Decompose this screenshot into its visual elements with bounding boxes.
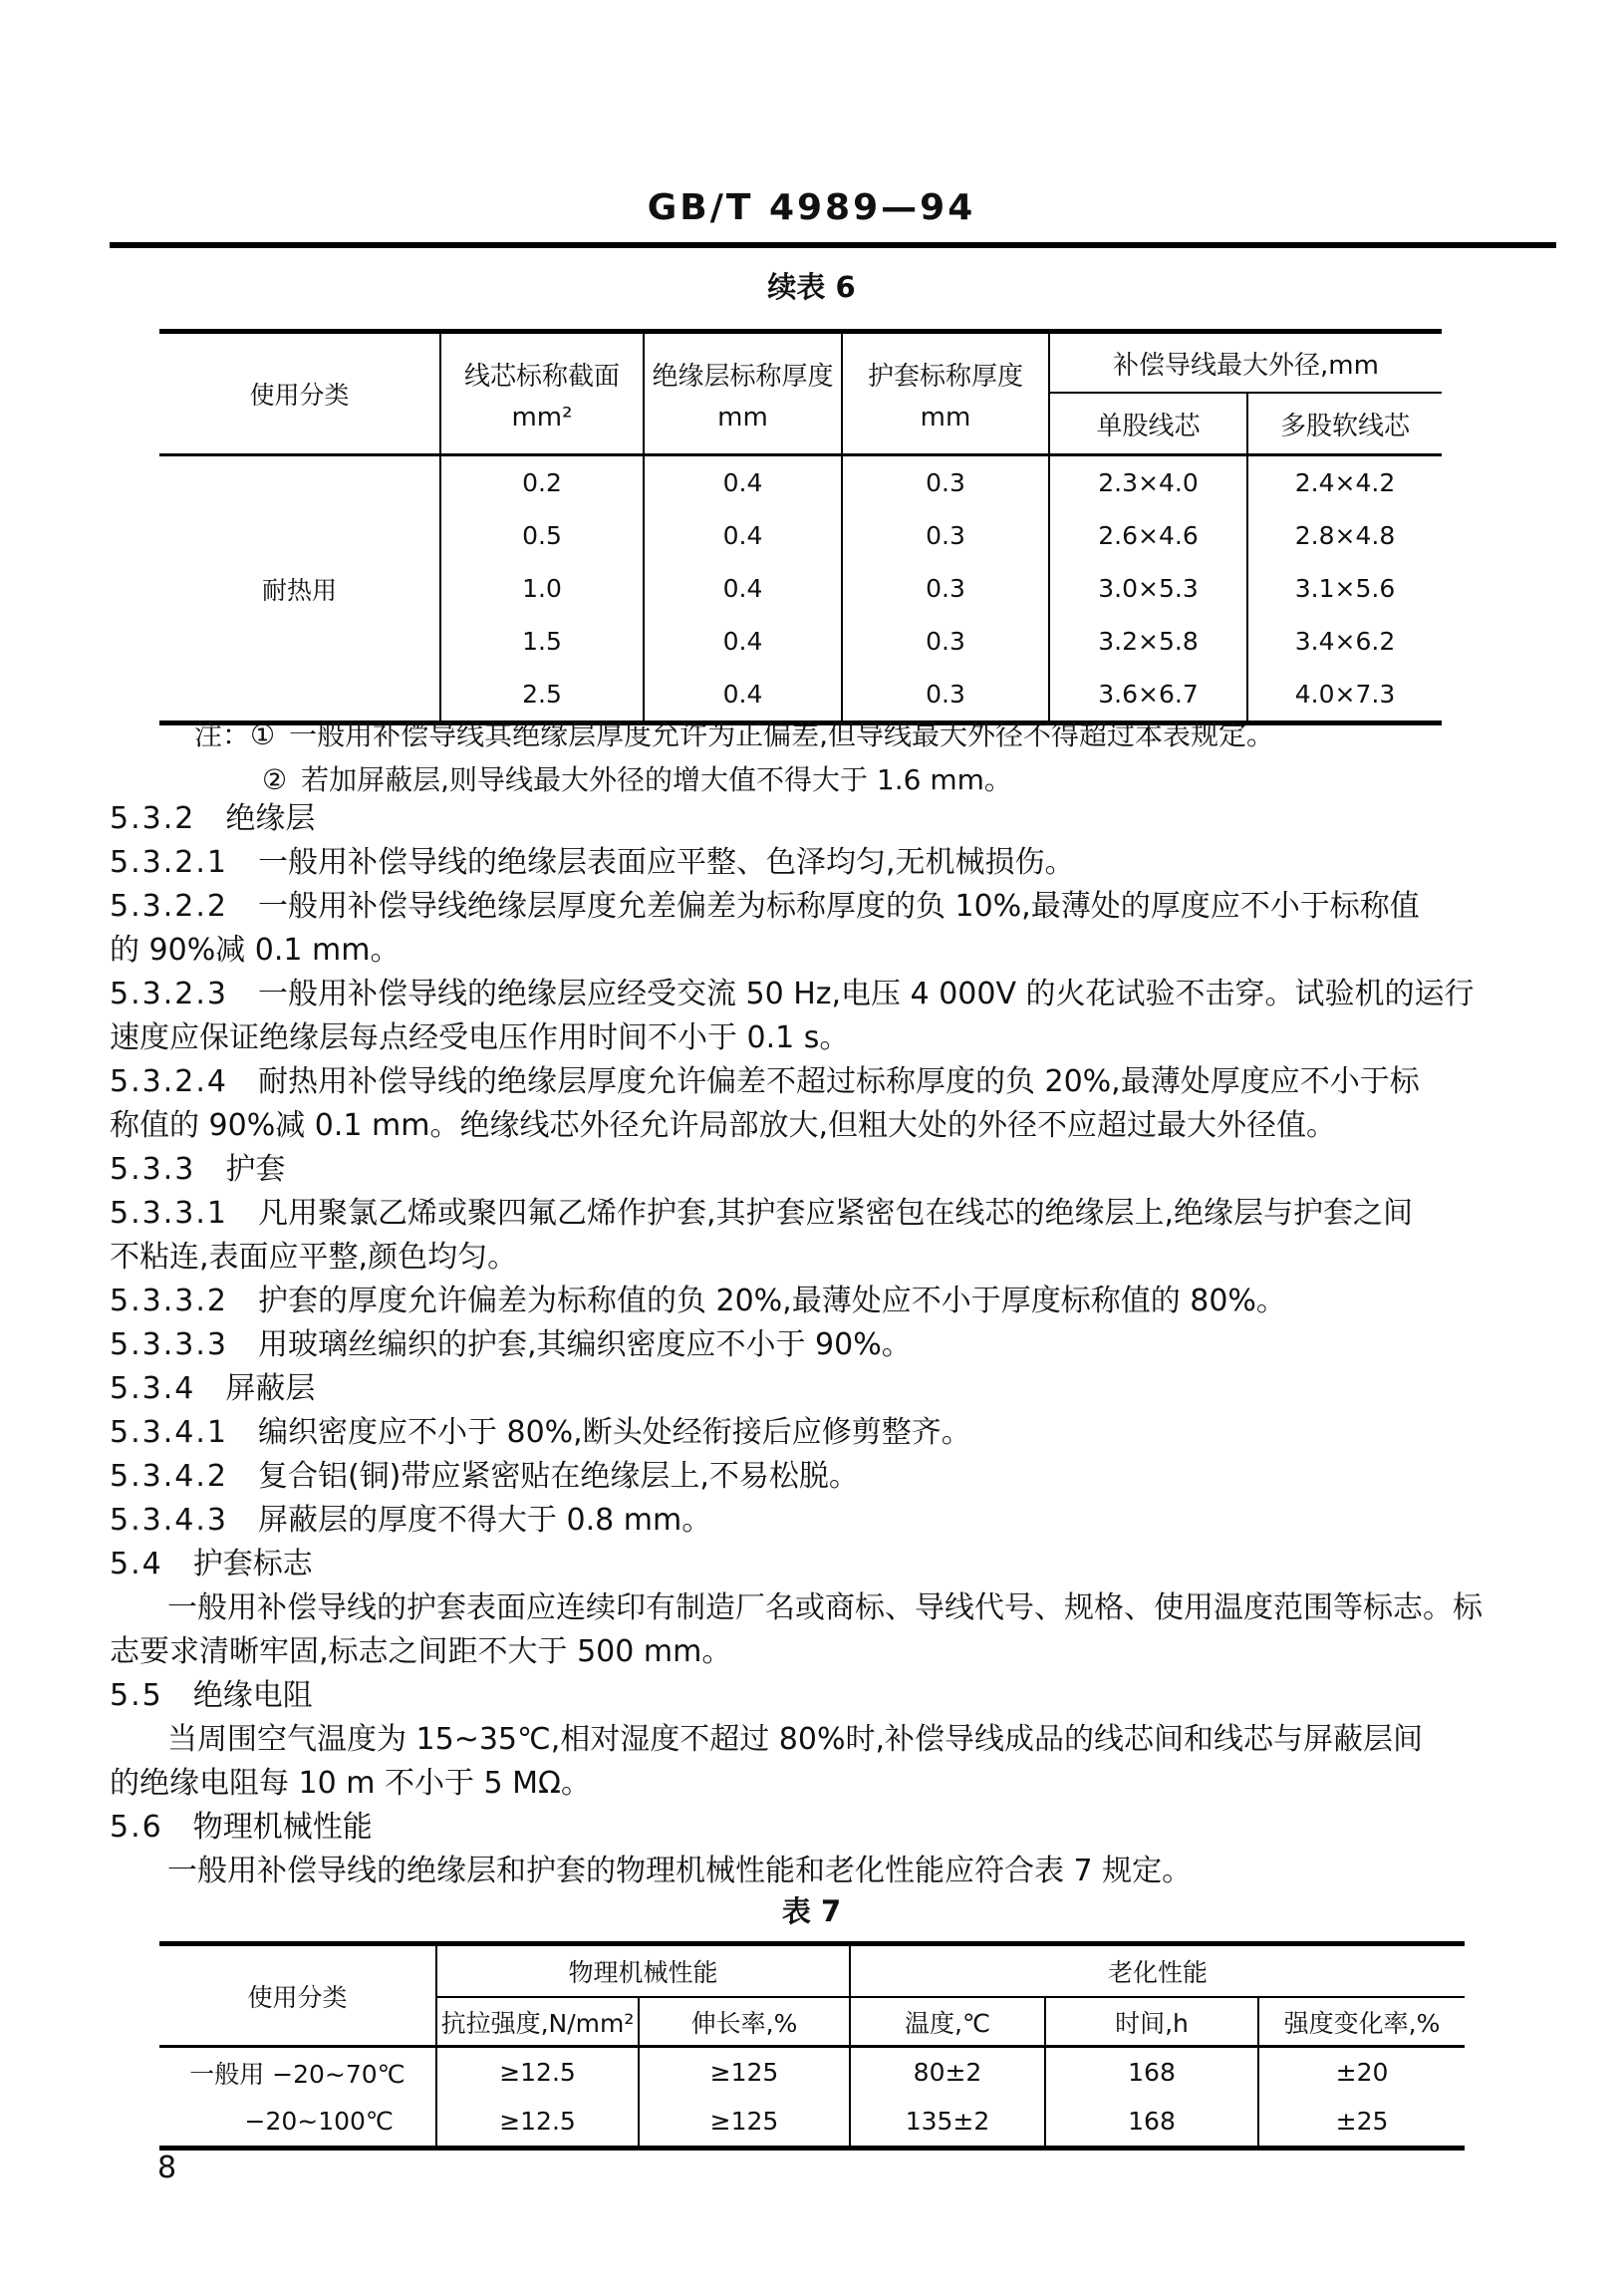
header-rule <box>110 242 1556 248</box>
note-prefix: 注：① <box>194 718 276 751</box>
section-text: 编织密度应不小于 80%,断头处经衔接后应修剪整齐。 <box>257 1415 971 1450</box>
t7-header-time: 时间,h <box>1045 1997 1258 2047</box>
clause-continuation <box>110 929 400 973</box>
t6-cell-section: 2.5 <box>440 668 644 723</box>
section-number: 5.5 <box>110 1678 163 1713</box>
t7-header-tensile: 抗拉强度,N/mm² <box>436 1997 639 2047</box>
table-row <box>159 2047 1465 2098</box>
section-text: 一般用补偿导线的绝缘层应经受交流 50 Hz,电压 4 000V 的火花试验不击穿。试验机的运行 <box>257 977 1475 1011</box>
section-text: 一般用补偿导线的护套表面应连续印有制造厂名或商标、导线代号、规格、使用温度范围等标志。标 <box>167 1590 1483 1625</box>
section-number: 5.3.2.4 <box>110 1064 228 1099</box>
t7-cell-change: ±20 <box>1258 2047 1465 2098</box>
clause-5-3-2-2 <box>110 885 1420 929</box>
table-row <box>159 455 1442 510</box>
t6-cell-section: 0.5 <box>440 509 644 562</box>
t6-cell-insul: 0.4 <box>644 509 842 562</box>
clause-5-3-4-3 <box>110 1499 711 1543</box>
section-text: 的绝缘电阻每 10 m 不小于 5 MΩ。 <box>110 1766 591 1801</box>
section-text: 物理机械性能 <box>192 1810 373 1845</box>
clause-5-5 <box>110 1674 313 1718</box>
note-prefix: ② <box>262 763 288 796</box>
clause-5-6 <box>110 1806 373 1850</box>
note-text: 若加屏蔽层,则导线最大外径的增大值不得大于 1.6 mm。 <box>301 763 1012 796</box>
t6-cell-multi: 3.4×6.2 <box>1247 615 1442 668</box>
t7-cell-tensile: ≥12.5 <box>436 2047 639 2098</box>
t6-cell-single: 3.0×5.3 <box>1049 562 1247 615</box>
section-number: 5.3.2 <box>110 801 196 836</box>
t7-header-group-aging: 老化性能 <box>850 1944 1465 1998</box>
section-text: 当周围空气温度为 15~35℃,相对湿度不超过 80%时,补偿导线成品的线芯间和线芯与屏蔽层间 <box>167 1722 1423 1757</box>
t6-cell-single: 2.6×4.6 <box>1049 509 1247 562</box>
clause-5-3-2-4 <box>110 1060 1420 1104</box>
t6-header-insulation-label: 绝缘层标称厚度 <box>652 361 834 392</box>
t7-cell-elongation: ≥125 <box>639 2097 850 2149</box>
section-text: 护套的厚度允许偏差为标称值的负 20%,最薄处应不小于厚度标称值的 80%。 <box>257 1284 1286 1318</box>
clause-5-3-3-3 <box>110 1323 912 1367</box>
t6-header-core-section-unit: mm² <box>511 402 573 432</box>
clause-5-3-4-1 <box>110 1411 971 1455</box>
section-text: 一般用补偿导线绝缘层厚度允差偏差为标称厚度的负 10%,最薄处的厚度应不小于标称值 <box>257 889 1420 924</box>
t6-header-sheath <box>842 332 1049 455</box>
t6-header-core-section <box>440 332 644 455</box>
standard-code: GB/T 4989—94 <box>647 187 976 228</box>
section-text: 复合铝(铜)带应紧密贴在绝缘层上,不易松脱。 <box>257 1459 859 1494</box>
t6-header-sheath-unit: mm <box>920 402 971 432</box>
section-number: 5.4 <box>110 1547 163 1581</box>
t6-cell-single: 2.3×4.0 <box>1049 455 1247 510</box>
t6-header-single-core: 单股线芯 <box>1049 393 1247 455</box>
note-text: 一般用补偿导线其绝缘层厚度允许为正偏差,但导线最大外径不得超过本表规定。 <box>289 718 1275 751</box>
section-number: 5.3.3 <box>110 1152 196 1187</box>
t6-cell-section: 1.5 <box>440 615 644 668</box>
section-text: 绝缘电阻 <box>192 1678 313 1713</box>
t6-cell-single: 3.6×6.7 <box>1049 668 1247 723</box>
t6-cell-multi: 3.1×5.6 <box>1247 562 1442 615</box>
t6-cell-insul: 0.4 <box>644 668 842 723</box>
t7-cell-temperature: 80±2 <box>850 2047 1045 2098</box>
t7-cell-temperature: 135±2 <box>850 2097 1045 2149</box>
clause-continuation <box>110 1016 849 1060</box>
section-text: 护套标志 <box>192 1547 313 1581</box>
t6-cell-sheath: 0.3 <box>842 668 1049 723</box>
t6-header-multi-core: 多股软线芯 <box>1247 393 1442 455</box>
clause-5-3-2-3 <box>110 973 1475 1016</box>
t7-cell-use: −20~100℃ <box>244 2107 394 2136</box>
t7-header-strength-change: 强度变化率,% <box>1258 1997 1465 2047</box>
section-text: 一般用补偿导线的绝缘层表面应平整、色泽均匀,无机械损伤。 <box>257 845 1075 880</box>
t6-cell-section: 1.0 <box>440 562 644 615</box>
clause-5-3-4-2 <box>110 1455 859 1499</box>
section-text: 耐热用补偿导线的绝缘层厚度允许偏差不超过标称厚度的负 20%,最薄处厚度应不小于标 <box>257 1064 1420 1099</box>
t6-cell-sheath: 0.3 <box>842 455 1049 510</box>
t6-cell-sheath: 0.3 <box>842 562 1049 615</box>
t7-header-temperature: 温度,℃ <box>850 1997 1045 2047</box>
clause-5-3-2-1 <box>110 841 1075 885</box>
section-text: 屏蔽层的厚度不得大于 0.8 mm。 <box>257 1503 712 1538</box>
t7-cell-change: ±25 <box>1258 2097 1465 2149</box>
section-text: 速度应保证绝缘层每点经受电压作用时间不小于 0.1 s。 <box>110 1020 850 1055</box>
section-text: 志要求清晰牢固,标志之间距不大于 500 mm。 <box>110 1634 732 1669</box>
clause-continuation <box>110 1236 517 1280</box>
t6-header-insulation <box>644 332 842 455</box>
section-number: 5.3.2.3 <box>110 977 228 1011</box>
section-number: 5.3.3.3 <box>110 1327 228 1362</box>
t6-cell-multi: 2.4×4.2 <box>1247 455 1442 510</box>
t6-cell-sheath: 0.3 <box>842 509 1049 562</box>
t7-cell-tensile: ≥12.5 <box>436 2097 639 2149</box>
clause-5-4 <box>110 1543 313 1586</box>
clause-5-3-4 <box>110 1367 315 1411</box>
table7 <box>159 1941 1465 2151</box>
section-text: 的 90%减 0.1 mm。 <box>110 933 401 968</box>
section-text: 不粘连,表面应平整,颜色均匀。 <box>110 1240 518 1275</box>
clause-5-3-2 <box>110 797 315 841</box>
table6-caption: 续表 6 <box>767 270 856 304</box>
section-number: 5.3.2.1 <box>110 845 228 880</box>
clause-continuation <box>110 1104 1336 1148</box>
section-number: 5.6 <box>110 1810 163 1845</box>
clause-5-3-3-2 <box>110 1280 1286 1323</box>
section-number: 5.3.3.2 <box>110 1284 228 1318</box>
t6-header-max-od: 补偿导线最大外径,mm <box>1049 332 1442 394</box>
section-number: 5.3.3.1 <box>110 1196 228 1231</box>
section-text: 屏蔽层 <box>225 1371 316 1406</box>
t6-cell-insul: 0.4 <box>644 615 842 668</box>
t7-cell-time: 168 <box>1045 2097 1258 2149</box>
table-row <box>159 2097 1465 2149</box>
t6-header-core-section-label: 线芯标称截面 <box>463 361 620 392</box>
section-text: 绝缘层 <box>225 801 316 836</box>
section-number: 5.3.4.1 <box>110 1415 228 1450</box>
clause-5-3-3 <box>110 1148 285 1192</box>
t7-header-use: 使用分类 <box>159 1944 436 2047</box>
t6-header-use: 使用分类 <box>159 332 440 455</box>
clause-paragraph <box>167 1850 1192 1893</box>
t6-cell-multi: 4.0×7.3 <box>1247 668 1442 723</box>
t6-cell-section: 0.2 <box>440 455 644 510</box>
clause-paragraph <box>167 1718 1423 1762</box>
section-number: 5.3.4 <box>110 1371 196 1406</box>
page-number: 8 <box>157 2151 177 2185</box>
clause-paragraph <box>167 1586 1483 1630</box>
section-number: 5.3.2.2 <box>110 889 228 924</box>
t6-cell-insul: 0.4 <box>644 455 842 510</box>
section-text: 凡用聚氯乙烯或聚四氟乙烯作护套,其护套应紧密包在线芯的绝缘层上,绝缘层与护套之间 <box>257 1196 1414 1231</box>
t6-cell-insul: 0.4 <box>644 562 842 615</box>
table6-note-2 <box>262 758 1012 802</box>
section-text: 称值的 90%减 0.1 mm。绝缘线芯外径允许局部放大,但粗大处的外径不应超过最大外径值。 <box>110 1108 1336 1143</box>
t6-header-sheath-label: 护套标称厚度 <box>867 361 1023 392</box>
clause-continuation <box>110 1762 591 1806</box>
section-text: 用玻璃丝编织的护套,其编织密度应不小于 90%。 <box>257 1327 912 1362</box>
section-text: 护套 <box>225 1152 286 1187</box>
t6-cell-single: 3.2×5.8 <box>1049 615 1247 668</box>
t7-cell-elongation: ≥125 <box>639 2047 850 2098</box>
t7-cell-use: 一般用 −20~70℃ <box>189 2059 406 2089</box>
clause-continuation <box>110 1630 731 1674</box>
t7-header-elongation: 伸长率,% <box>639 1997 850 2047</box>
section-number: 5.3.4.2 <box>110 1459 228 1494</box>
t6-use-class: 耐热用 <box>261 575 337 605</box>
t7-header-group-physical: 物理机械性能 <box>436 1944 850 1998</box>
table7-caption: 表 7 <box>781 1894 842 1928</box>
clause-5-3-3-1 <box>110 1192 1413 1236</box>
section-number: 5.3.4.3 <box>110 1503 228 1538</box>
t6-header-insulation-unit: mm <box>717 402 768 432</box>
table6-note-1 <box>194 714 1274 757</box>
t7-cell-time: 168 <box>1045 2047 1258 2098</box>
t6-cell-multi: 2.8×4.8 <box>1247 509 1442 562</box>
section-text: 一般用补偿导线的绝缘层和护套的物理机械性能和老化性能应符合表 7 规定。 <box>167 1854 1193 1888</box>
table6 <box>159 329 1442 725</box>
t6-cell-sheath: 0.3 <box>842 615 1049 668</box>
